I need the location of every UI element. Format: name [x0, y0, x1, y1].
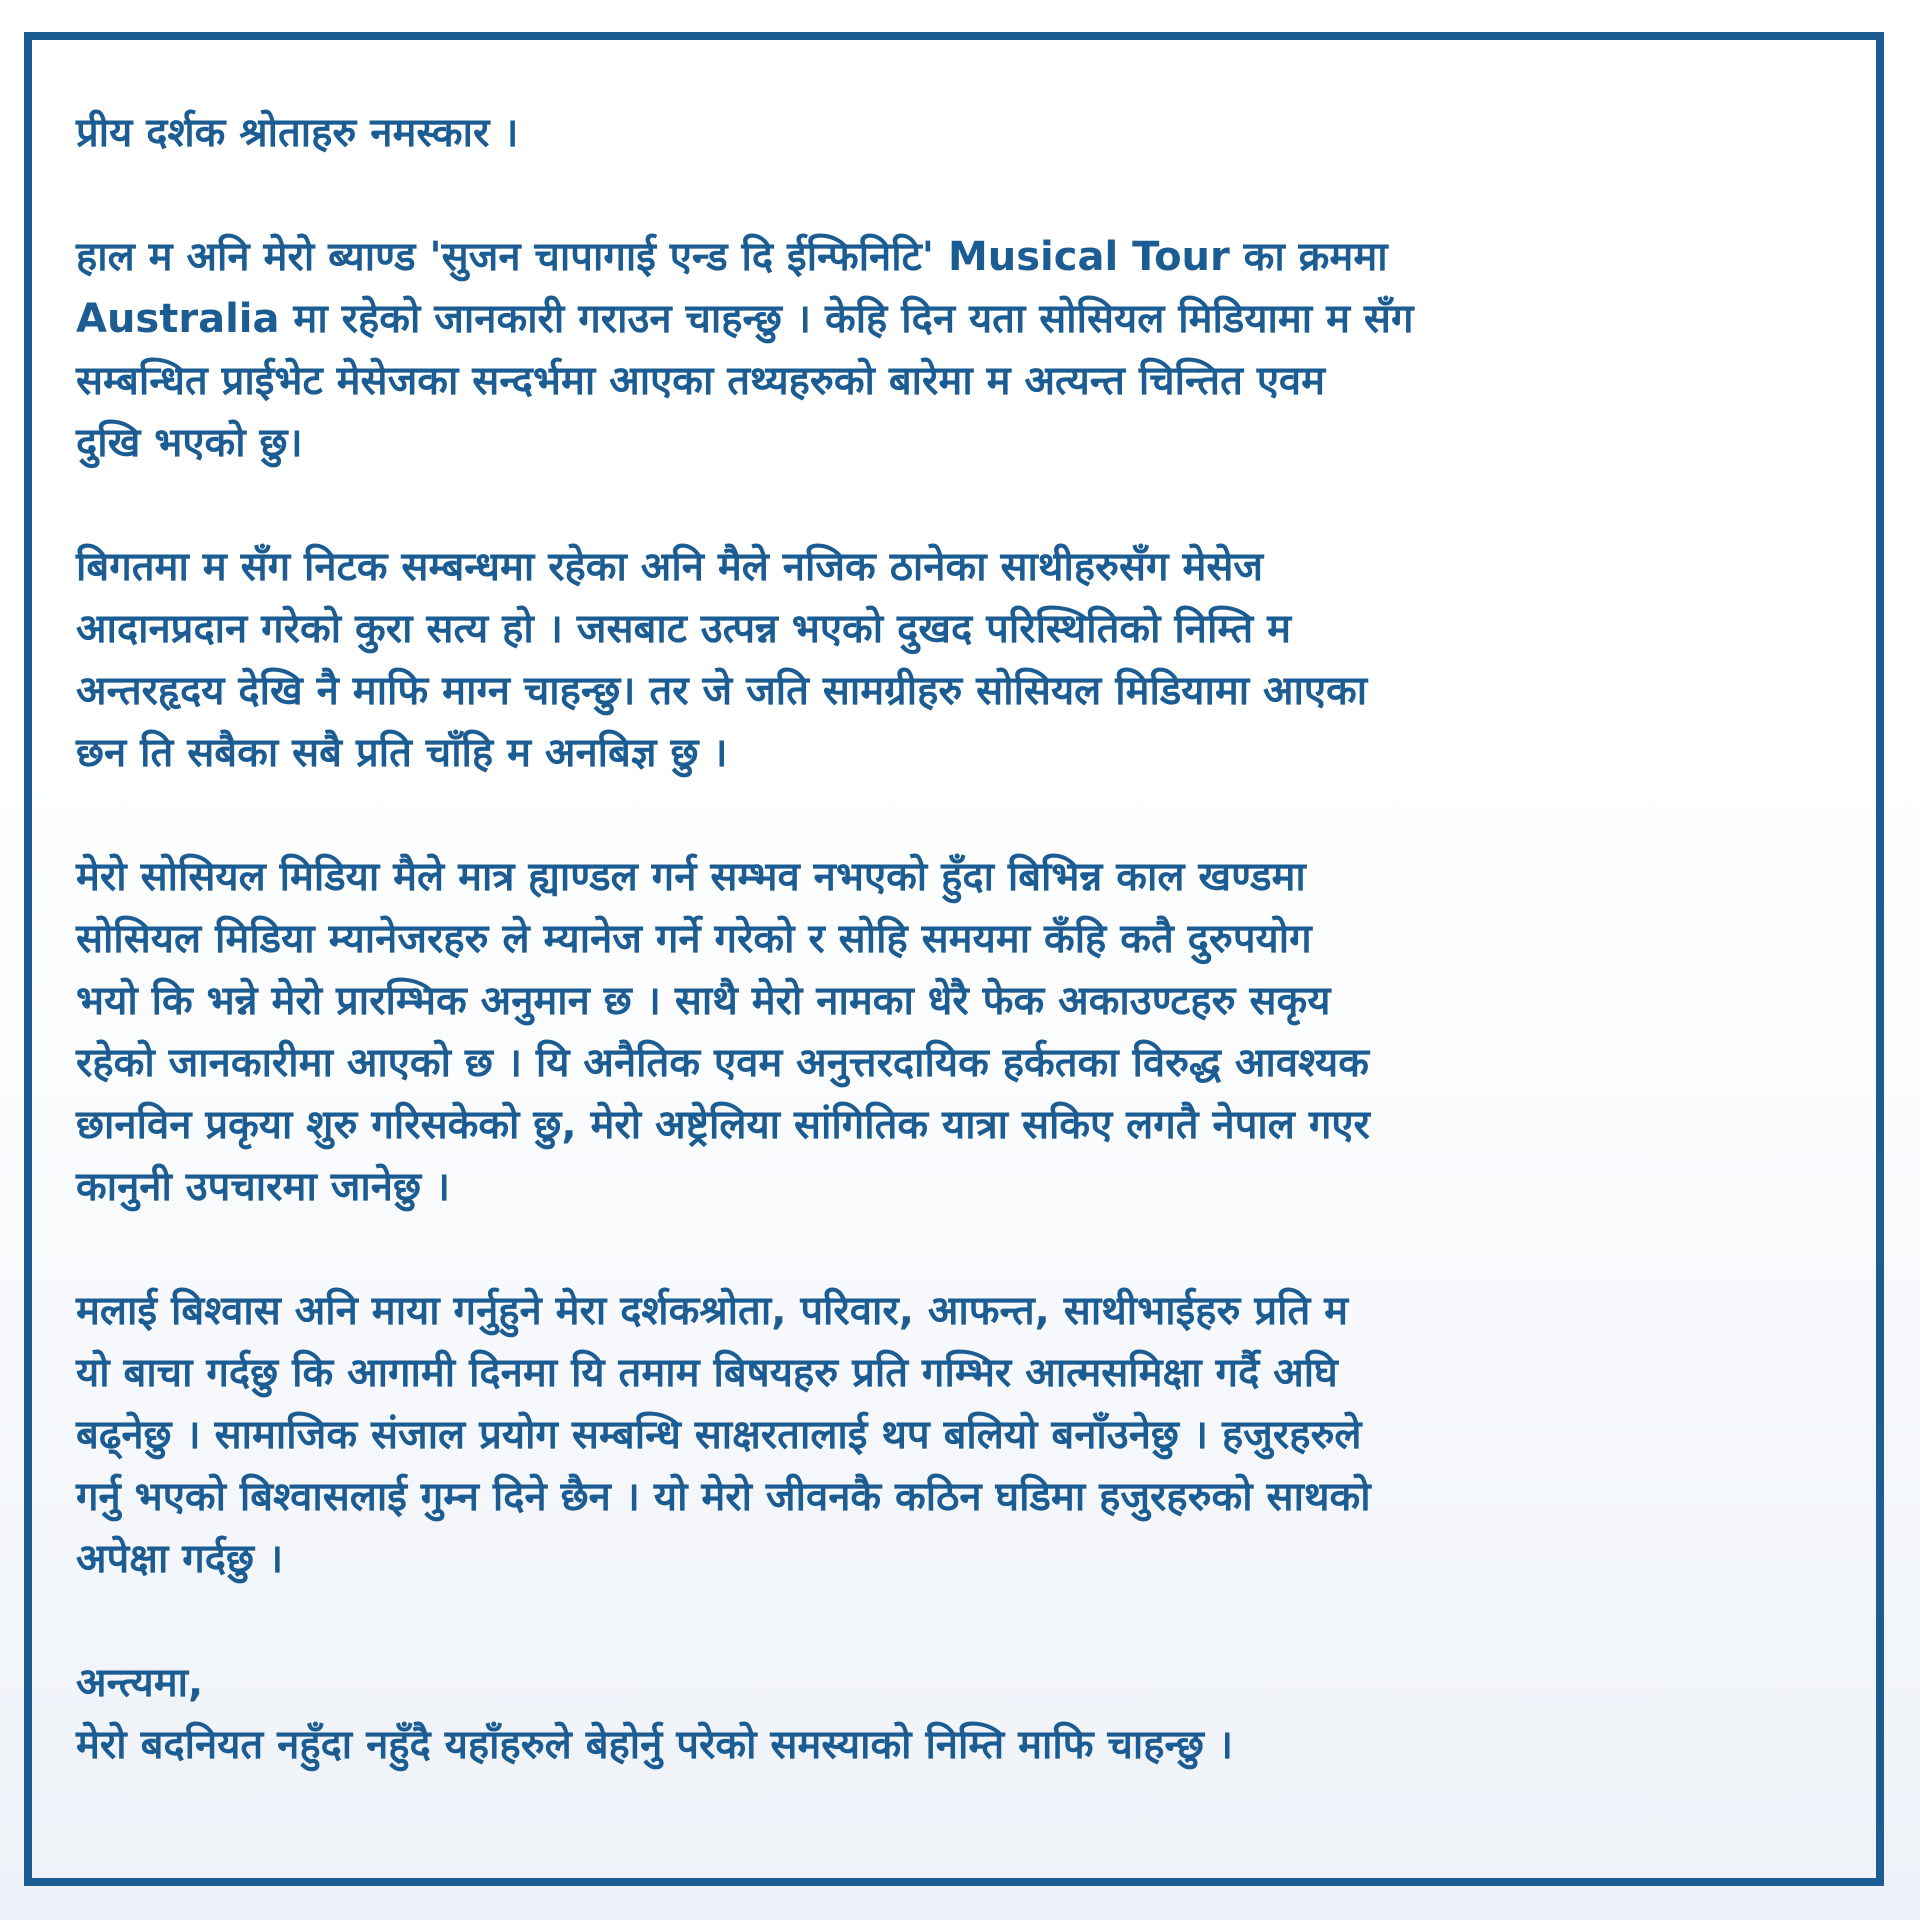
- closing-paragraph: [76, 1652, 1856, 1776]
- text-line: बिगतमा म सँग निटक सम्बन्धमा रहेका अनि मैले नजिक ठानेका साथीहरुसँग मेसेज: [76, 544, 1264, 590]
- text-line: दुखि भएको छु।: [76, 420, 303, 466]
- tour-statement-paragraph: [76, 226, 1856, 474]
- text-line: छन ति सबैका सबै प्रति चाँहि म अनबिज्ञ छु ।: [76, 730, 728, 776]
- greeting-paragraph: [76, 102, 1856, 164]
- text-line: गर्नु भएको बिश्वासलाई गुम्न दिने छैन । यो मेरो जीवनकै कठिन घडिमा हजुरहरुको साथको: [76, 1474, 1371, 1520]
- text-line: आदानप्रदान गरेको कुरा सत्य हो । जसबाट उत्पन्न भएको दुखद परिस्थितिको निम्ति म: [76, 606, 1291, 652]
- text-line: मलाई बिश्वास अनि माया गर्नुहुने मेरा दर्शकश्रोता, परिवार, आफन्त, साथीभाईहरु प्रति म: [76, 1288, 1349, 1334]
- text-line: मेरो सोसियल मिडिया मैले मात्र ह्याण्डल गर्न सम्भव नभएको हुँदा बिभिन्न काल खण्डमा: [76, 854, 1306, 900]
- text-line: यो बाचा गर्दछु कि आगामी दिनमा यि तमाम बिषयहरु प्रति गम्भिर आत्मसमिक्षा गर्दै अघि: [76, 1350, 1338, 1396]
- apology-paragraph: [76, 536, 1856, 784]
- greeting-line: प्रीय दर्शक श्रोताहरु नमस्कार ।: [76, 110, 519, 156]
- promise-paragraph: [76, 1280, 1856, 1590]
- text-line: सोसियल मिडिया म्यानेजरहरु ले म्यानेज गर्ने गरेको र सोहि समयमा कँहि कतै दुरुपयोग: [76, 916, 1312, 962]
- text-line: सम्बन्धित प्राईभेट मेसेजका सन्दर्भमा आएका तथ्यहरुको बारेमा म अत्यन्त चिन्तित एवम: [76, 358, 1326, 404]
- text-line: रहेको जानकारीमा आएको छ । यि अनैतिक एवम अनुत्तरदायिक हर्कतका विरुद्ध आवश्यक: [76, 1040, 1369, 1086]
- text-line: भयो कि भन्ने मेरो प्रारम्भिक अनुमान छ । साथै मेरो नामका धेरै फेक अकाउण्टहरु सकृय: [76, 978, 1331, 1024]
- text-line: छानविन प्रकृया शुरु गरिसकेको छु, मेरो अष्ट्रेलिया सांगितिक यात्रा सकिए लगतै नेपाल गएर: [76, 1102, 1370, 1148]
- text-line: अपेक्षा गर्दछु ।: [76, 1536, 284, 1582]
- letter-content: [76, 102, 1856, 1776]
- text-line: कानुनी उपचारमा जानेछु ।: [76, 1164, 451, 1210]
- social-media-paragraph: [76, 846, 1856, 1218]
- text-line: Australia मा रहेको जानकारी गराउन चाहन्छु । केहि दिन यता सोसियल मिडियामा म सँग: [76, 296, 1414, 342]
- text-line: अन्तरहृदय देखि नै माफि माग्न चाहन्छु। तर जे जति सामग्रीहरु सोसियल मिडियामा आएका: [76, 668, 1368, 714]
- closing-salutation: अन्त्यमा,: [76, 1660, 204, 1706]
- text-line: हाल म अनि मेरो ब्याण्ड 'सुजन चापागाई एन्ड दि ईन्फिनिटि' Musical Tour का क्रममा: [76, 234, 1388, 280]
- closing-line: मेरो बदनियत नहुँदा नहुँदै यहाँहरुले बेहोर्नु परेको समस्याको निम्ति माफि चाहन्छु ।: [76, 1722, 1234, 1768]
- text-line: बढ्नेछु । सामाजिक संजाल प्रयोग सम्बन्धि साक्षरतालाई थप बलियो बनाँउनेछु । हजुरहरुले: [76, 1412, 1362, 1458]
